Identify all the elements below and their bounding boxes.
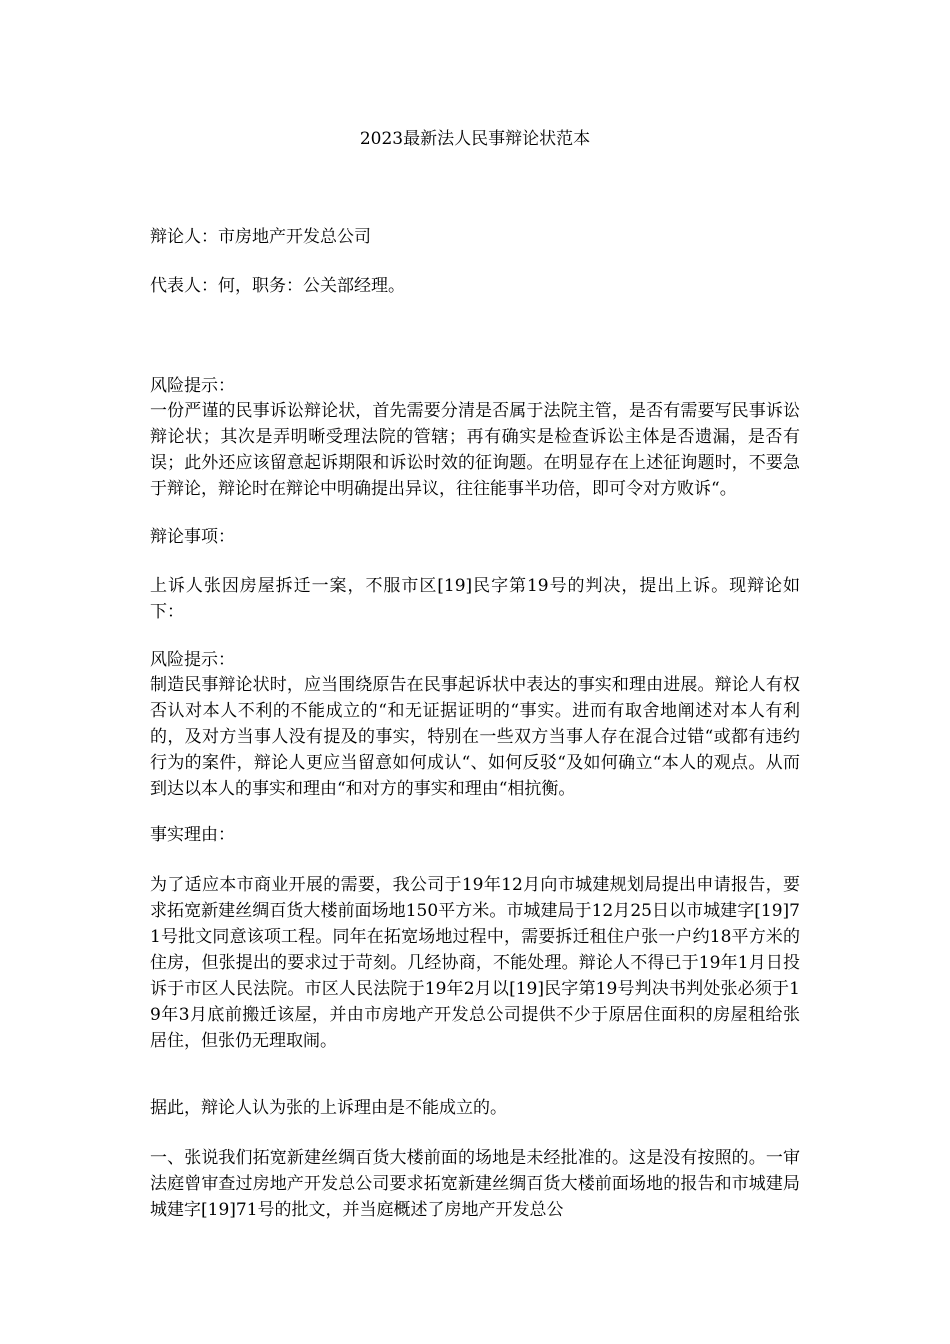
facts-text: 为了适应本市商业开展的需要，我公司于19年12月向市城建规划局提出申请报告，要求拓宽新建丝绸百货大楼前面场地150平方米。市城建局于12月25日以市城建字[19]71号批文同意该项工程。同年在拓宽场地过程中，需要拆迁租住户张一户约18平方米的住房，但张提出的要求过于苛刻。几经协商，不能处理。辩论人不得已于19年1月日投诉于市区人民法院。市区人民法院于19年2月以[19]民字第19号判决书判处张必须于19年3月底前搬迁该屋，并由市房地产开发总公司提供不少于原居住面积的房屋租给张居住，但张仍无理取闹。	[150, 875, 800, 1051]
risk-text-2: 制造民事辩论状时，应当围绕原告在民事起诉状中表达的事实和理由进展。辩论人有权否认对本人不利的不能成立的“和无证据证明的“事实。进而有取舍地阐述对本人有利的，及对方当事人没有提及的事实，特别在一些双方当事人存在混合过错“或都有违约行为的案件，辩论人更应当留意如何成认“、如何反驳“及如何确立“本人的观点。从而到达以本人的事实和理由“和对方的事实和理由“相抗衡。	[150, 675, 800, 799]
facts-heading: 事实理由：	[150, 825, 235, 845]
matters-text: 上诉人张因房屋拆迁一案，不服市区[19]民字第19号的判决，提出上诉。现辩论如下：	[150, 576, 800, 622]
risk-heading-2: 风险提示：	[150, 650, 235, 670]
matters-heading: 辩论事项：	[150, 527, 235, 547]
risk-heading-1: 风险提示：	[150, 376, 235, 396]
respondent-line: 辩论人：市房地产开发总公司	[150, 227, 371, 247]
point-one-text: 一、张说我们拓宽新建丝绸百货大楼前面的场地是未经批准的。这是没有按照的。一审法庭曾审查过房地产开发总公司要求拓宽新建丝绸百货大楼前面场地的报告和市城建局城建字[19]71号的批文，并当庭概述了房地产开发总公	[150, 1148, 800, 1220]
conclusion-line: 据此，辩论人认为张的上诉理由是不能成立的。	[150, 1098, 507, 1118]
risk-text-1: 一份严谨的民事诉讼辩论状，首先需要分清是否属于法院主管，是否有需要写民事诉讼辩论状；其次是弄明晰受理法院的管辖；再有确实是检查诉讼主体是否遗漏，是否有误；此外还应该留意起诉期限和诉讼时效的征询题。在明显存在上述征询题时，不要急于辩论，辩论时在辩论中明确提出异议，往往能事半功倍，即可令对方败诉“。	[150, 401, 800, 499]
document-title: 2023最新法人民事辩论状范本	[359, 129, 591, 149]
representative-line: 代表人：何，职务：公关部经理。	[150, 276, 405, 296]
